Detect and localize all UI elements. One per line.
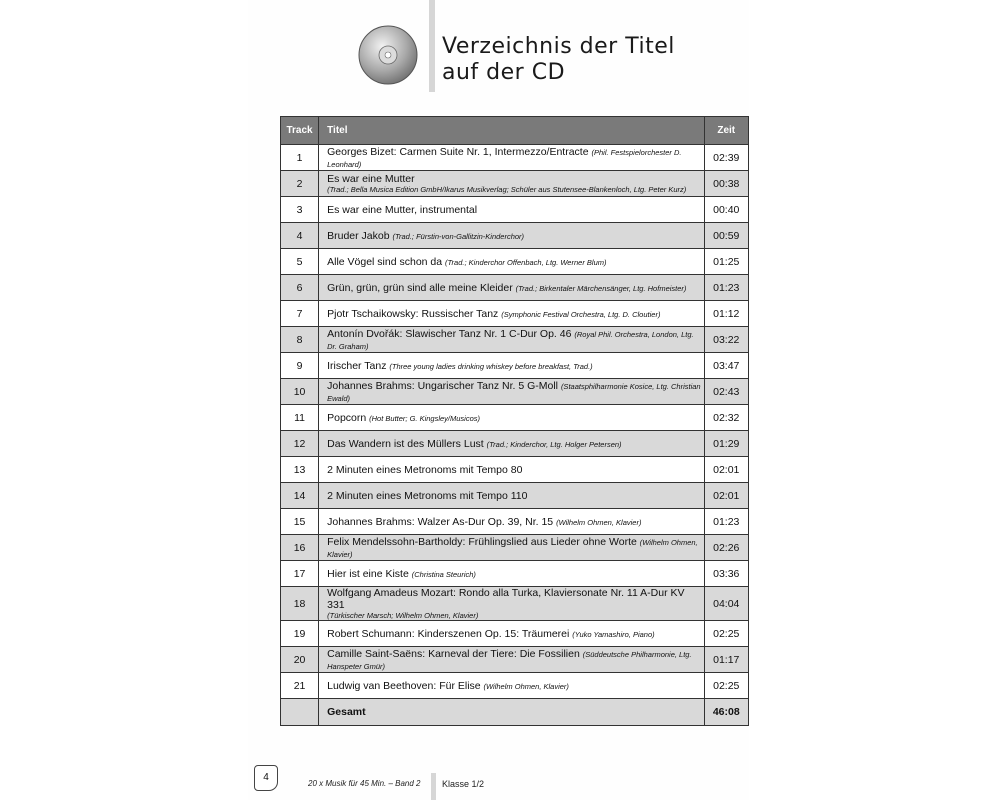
track-time: 02:25 (704, 621, 748, 647)
track-number: 15 (281, 509, 319, 535)
track-performer-note: (Hot Butter; G. Kingsley/Musicos) (369, 413, 481, 423)
track-title: Irischer Tanz (327, 359, 387, 372)
table-row (281, 223, 749, 249)
track-number: 4 (281, 223, 319, 249)
track-title-cell (319, 223, 704, 249)
table-row (281, 327, 749, 353)
track-performer-note: (Trad.; Birkentaler Märchensänger, Ltg. Hofmeister) (515, 283, 687, 293)
track-table-body (281, 145, 749, 699)
track-title-cell (319, 483, 704, 509)
track-title: Felix Mendelssohn-Bartholdy: Frühlingslied aus Lieder ohne Worte (327, 535, 637, 548)
track-time: 02:32 (704, 405, 748, 431)
track-title: Georges Bizet: Carmen Suite Nr. 1, Intermezzo/Entracte (327, 145, 589, 158)
table-row (281, 405, 749, 431)
track-title-cell (319, 379, 704, 405)
track-title-cell (319, 431, 704, 457)
table-row (281, 483, 749, 509)
track-performer-note: (Trad.; Kinderchor Offenbach, Ltg. Werner Blum) (445, 257, 607, 267)
track-number: 14 (281, 483, 319, 509)
track-number: 11 (281, 405, 319, 431)
table-row (281, 353, 749, 379)
track-time: 01:12 (704, 301, 748, 327)
track-title: Antonín Dvořák: Slawischer Tanz Nr. 1 C-Dur Op. 46 (327, 327, 572, 340)
track-performer-note: (Yuko Yamashiro, Piano) (572, 629, 655, 639)
footer-book-title: 20 x Musik für 45 Min. – Band 2 (308, 779, 421, 788)
track-title-cell (319, 197, 704, 223)
table-row (281, 379, 749, 405)
track-title-cell (319, 171, 704, 197)
track-time: 00:59 (704, 223, 748, 249)
track-number: 9 (281, 353, 319, 379)
track-performer-note: (Christina Steurich) (411, 569, 476, 579)
track-time: 01:25 (704, 249, 748, 275)
track-performer-note: (Wilhelm Ohmen, Klavier) (327, 537, 698, 559)
track-title: Camille Saint-Saëns: Karneval der Tiere: Die Fossilien (327, 647, 580, 660)
track-title: Das Wandern ist des Müllers Lust (327, 437, 484, 450)
track-title: Ludwig van Beethoven: Für Elise (327, 679, 481, 692)
track-title-cell (319, 587, 704, 621)
track-title: Hier ist eine Kiste (327, 567, 409, 580)
page-title (442, 34, 702, 86)
track-performer-note: (Türkischer Marsch; Wilhelm Ohmen, Klavier) (327, 611, 479, 620)
track-title-cell (319, 249, 704, 275)
track-title: 2 Minuten eines Metronoms mit Tempo 80 (327, 463, 523, 476)
track-time: 00:40 (704, 197, 748, 223)
track-title: Robert Schumann: Kinderszenen Op. 15: Träumerei (327, 627, 570, 640)
page-title-line-1: Verzeichnis der Titel (442, 34, 675, 59)
column-header-time: Zeit (704, 117, 748, 145)
page-number: 4 (254, 765, 278, 791)
track-number: 7 (281, 301, 319, 327)
track-time: 01:23 (704, 275, 748, 301)
track-number: 20 (281, 647, 319, 673)
footer-divider (431, 773, 436, 800)
track-number: 17 (281, 561, 319, 587)
track-number: 3 (281, 197, 319, 223)
track-performer-note: (Wilhelm Ohmen, Klavier) (556, 517, 642, 527)
table-row (281, 301, 749, 327)
track-time: 00:38 (704, 171, 748, 197)
total-row (281, 699, 749, 726)
table-row (281, 561, 749, 587)
track-title: Pjotr Tschaikowsky: Russischer Tanz (327, 307, 499, 320)
track-number: 18 (281, 587, 319, 621)
track-title: Johannes Brahms: Walzer As-Dur Op. 39, Nr. 15 (327, 515, 554, 528)
track-performer-note: (Three young ladies drinking whiskey before breakfast, Trad.) (389, 361, 593, 371)
track-title: Es war eine Mutter, instrumental (327, 203, 478, 216)
track-performer-note: (Phil. Festspielorchester D. Leonhard) (327, 147, 682, 169)
track-performer-note: (Trad.; Kinderchor, Ltg. Holger Petersen) (486, 439, 622, 449)
track-number: 19 (281, 621, 319, 647)
total-track-cell (281, 699, 319, 726)
track-time: 01:23 (704, 509, 748, 535)
table-row (281, 249, 749, 275)
track-title-cell (319, 535, 704, 561)
track-title-cell (319, 621, 704, 647)
track-time: 02:01 (704, 457, 748, 483)
track-time: 02:43 (704, 379, 748, 405)
track-number: 2 (281, 171, 319, 197)
track-table (280, 116, 749, 726)
table-row (281, 275, 749, 301)
track-title-cell (319, 647, 704, 673)
track-title: Alle Vögel sind schon da (327, 255, 443, 268)
track-title-cell (319, 301, 704, 327)
track-title-cell (319, 327, 704, 353)
table-row (281, 587, 749, 621)
table-row (281, 145, 749, 171)
table-row (281, 535, 749, 561)
track-number: 13 (281, 457, 319, 483)
track-performer-note: (Süddeutsche Philharmonie, Ltg. Hanspeter Gmür) (327, 649, 692, 671)
track-time: 02:39 (704, 145, 748, 171)
total-time: 46:08 (704, 699, 748, 726)
track-performer-note: (Wilhelm Ohmen, Klavier) (483, 681, 569, 691)
track-title-cell (319, 275, 704, 301)
footer-class-label: Klasse 1/2 (442, 779, 485, 789)
track-time: 04:04 (704, 587, 748, 621)
track-title: Popcorn (327, 411, 367, 424)
track-title-cell (319, 353, 704, 379)
track-time: 01:29 (704, 431, 748, 457)
track-title-cell (319, 509, 704, 535)
track-number: 16 (281, 535, 319, 561)
track-performer-note: (Trad.; Bella Musica Edition GmbH/Ikarus Musikverlag; Schüler aus Stutensee-Blankenloch, Ltg. Peter Kurz) (327, 185, 687, 194)
table-row (281, 509, 749, 535)
track-time: 02:01 (704, 483, 748, 509)
header-divider (429, 0, 435, 92)
column-header-title: Titel (319, 117, 704, 145)
table-row (281, 197, 749, 223)
track-time: 03:22 (704, 327, 748, 353)
track-title: Johannes Brahms: Ungarischer Tanz Nr. 5 G-Moll (327, 379, 559, 392)
table-row (281, 457, 749, 483)
table-header-row (281, 117, 749, 145)
track-performer-note: (Royal Phil. Orchestra, London, Ltg. Dr. Graham) (327, 329, 694, 351)
track-title-cell (319, 561, 704, 587)
track-title: Bruder Jakob (327, 229, 390, 242)
track-performer-note: (Trad.; Fürstin-von-Gallitzin-Kinderchor) (392, 231, 525, 241)
track-time: 02:25 (704, 673, 748, 699)
track-number: 6 (281, 275, 319, 301)
track-time: 03:47 (704, 353, 748, 379)
track-title-cell (319, 145, 704, 171)
track-number: 10 (281, 379, 319, 405)
track-time: 01:17 (704, 647, 748, 673)
track-title-cell (319, 457, 704, 483)
track-performer-note: (Staatsphilharmonie Kosice, Ltg. Christian Ewald) (327, 381, 701, 403)
track-time: 02:26 (704, 535, 748, 561)
track-number: 12 (281, 431, 319, 457)
table-row (281, 621, 749, 647)
total-label: Gesamt (319, 699, 704, 726)
track-number: 5 (281, 249, 319, 275)
track-title: 2 Minuten eines Metronoms mit Tempo 110 (327, 489, 528, 502)
table-row (281, 647, 749, 673)
track-title: Wolfgang Amadeus Mozart: Rondo alla Turka, Klaviersonate Nr. 11 A-Dur KV 331 (327, 587, 685, 611)
table-row (281, 171, 749, 197)
table-row (281, 431, 749, 457)
page-title-line-2: auf der CD (442, 60, 566, 85)
track-number: 1 (281, 145, 319, 171)
track-performer-note: (Symphonic Festival Orchestra, Ltg. D. Cloutier) (501, 309, 661, 319)
track-number: 8 (281, 327, 319, 353)
column-header-track: Track (281, 117, 319, 145)
cd-icon (358, 25, 418, 85)
track-title-cell (319, 405, 704, 431)
track-title-cell (319, 673, 704, 699)
track-number: 21 (281, 673, 319, 699)
track-time: 03:36 (704, 561, 748, 587)
track-title: Es war eine Mutter (327, 173, 415, 185)
track-title: Grün, grün, grün sind alle meine Kleider (327, 281, 513, 294)
table-row (281, 673, 749, 699)
